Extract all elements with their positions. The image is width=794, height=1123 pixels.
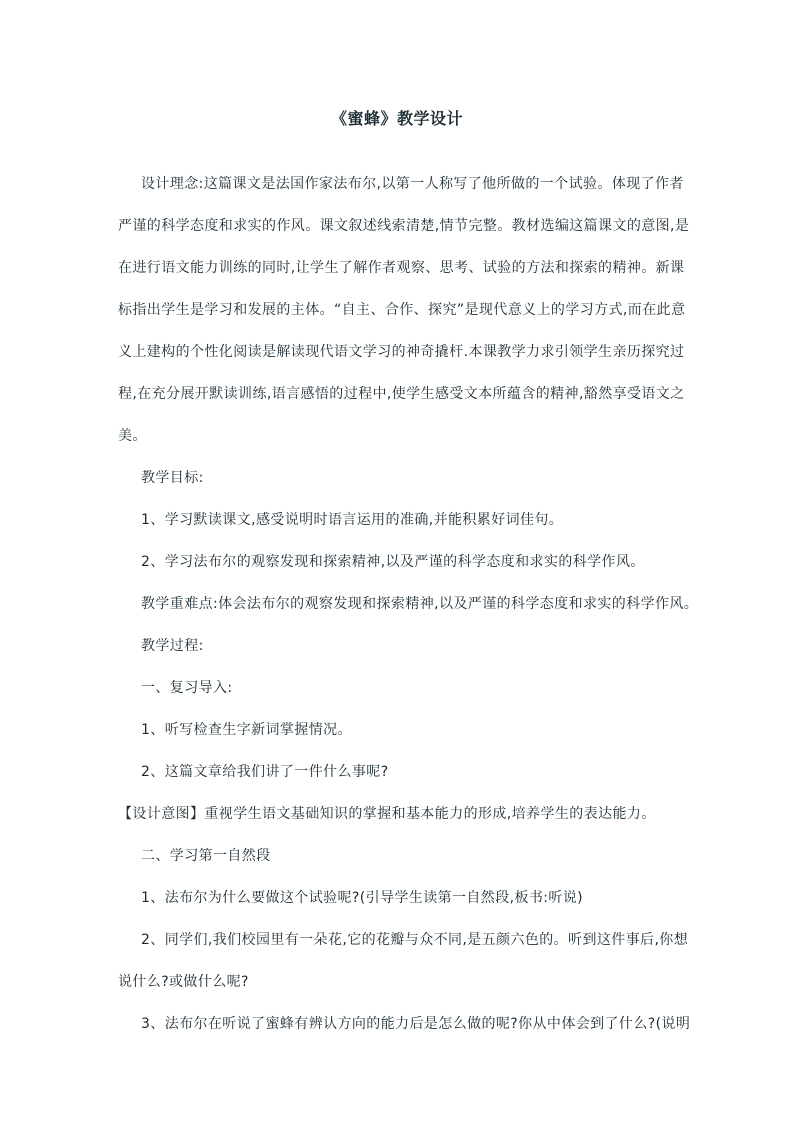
section-heading: 二、学习第一自然段 — [141, 848, 271, 864]
paragraph-line: 在进行语文能力训练的同时,让学生了解作者观察、思考、试验的方法和探索的精神。新课 — [118, 260, 685, 276]
paragraph-line: 程,在充分展开默读训练,语言感悟的过程中,使学生感受文本所蕴含的精神,豁然享受语文之 — [118, 386, 685, 402]
paragraph-line: 标指出学生是学习和发展的主体。“自主、合作、探究”是现代意义上的学习方式,而在此意 — [118, 302, 686, 318]
paragraph-line: 美。 — [118, 428, 147, 444]
list-item: 1、法布尔为什么要做这个试验呢?(引导学生读第一自然段,板书:听说) — [141, 890, 584, 906]
section-heading: 教学过程: — [141, 638, 204, 654]
paragraph-line: 说什么?或做什么呢? — [118, 974, 249, 990]
list-item: 2、这篇文章给我们讲了一件什么事呢? — [141, 764, 389, 780]
paragraph-line: 义上建构的个性化阅读是解读现代语文学习的神奇撬杆.本课教学力求引领学生亲历探究过 — [118, 344, 685, 360]
section-heading: 教学目标: — [141, 470, 204, 486]
list-item: 3、法布尔在听说了蜜蜂有辨认方向的能力后是怎么做的呢?你从中体会到了什么?(说明 — [141, 1016, 691, 1032]
document-body — [118, 163, 699, 1045]
list-item: 2、学习法布尔的观察发现和探索精神,以及严谨的科学态度和求实的科学作风。 — [141, 554, 645, 570]
section-heading: 一、复习导入: — [141, 680, 233, 696]
paragraph-line: 设计理念:这篇课文是法国作家法布尔,以第一人称写了他所做的一个试验。体现了作者 — [141, 176, 684, 192]
list-item: 1、听写检查生字新词掌握情况。 — [141, 722, 352, 738]
section-heading: 教学重难点:体会法布尔的观察发现和探索精神,以及严谨的科学态度和求实的科学作风。 — [141, 596, 699, 612]
paragraph-line: 严谨的科学态度和求实的作风。课文叙述线索清楚,情节完整。教材选编这篇课文的意图,是 — [118, 218, 690, 234]
document-title: 《蜜蜂》教学设计 — [330, 109, 463, 128]
list-item: 1、学习默读课文,感受说明时语言运用的准确,并能积累好词佳句。 — [141, 512, 564, 528]
design-intent-note: 【设计意图】重视学生语文基础知识的掌握和基本能力的形成,培养学生的表达能力。 — [118, 806, 656, 822]
list-item: 2、同学们,我们校园里有一朵花,它的花瓣与众不同,是五颜六色的。听到这件事后,你想 — [141, 932, 689, 948]
